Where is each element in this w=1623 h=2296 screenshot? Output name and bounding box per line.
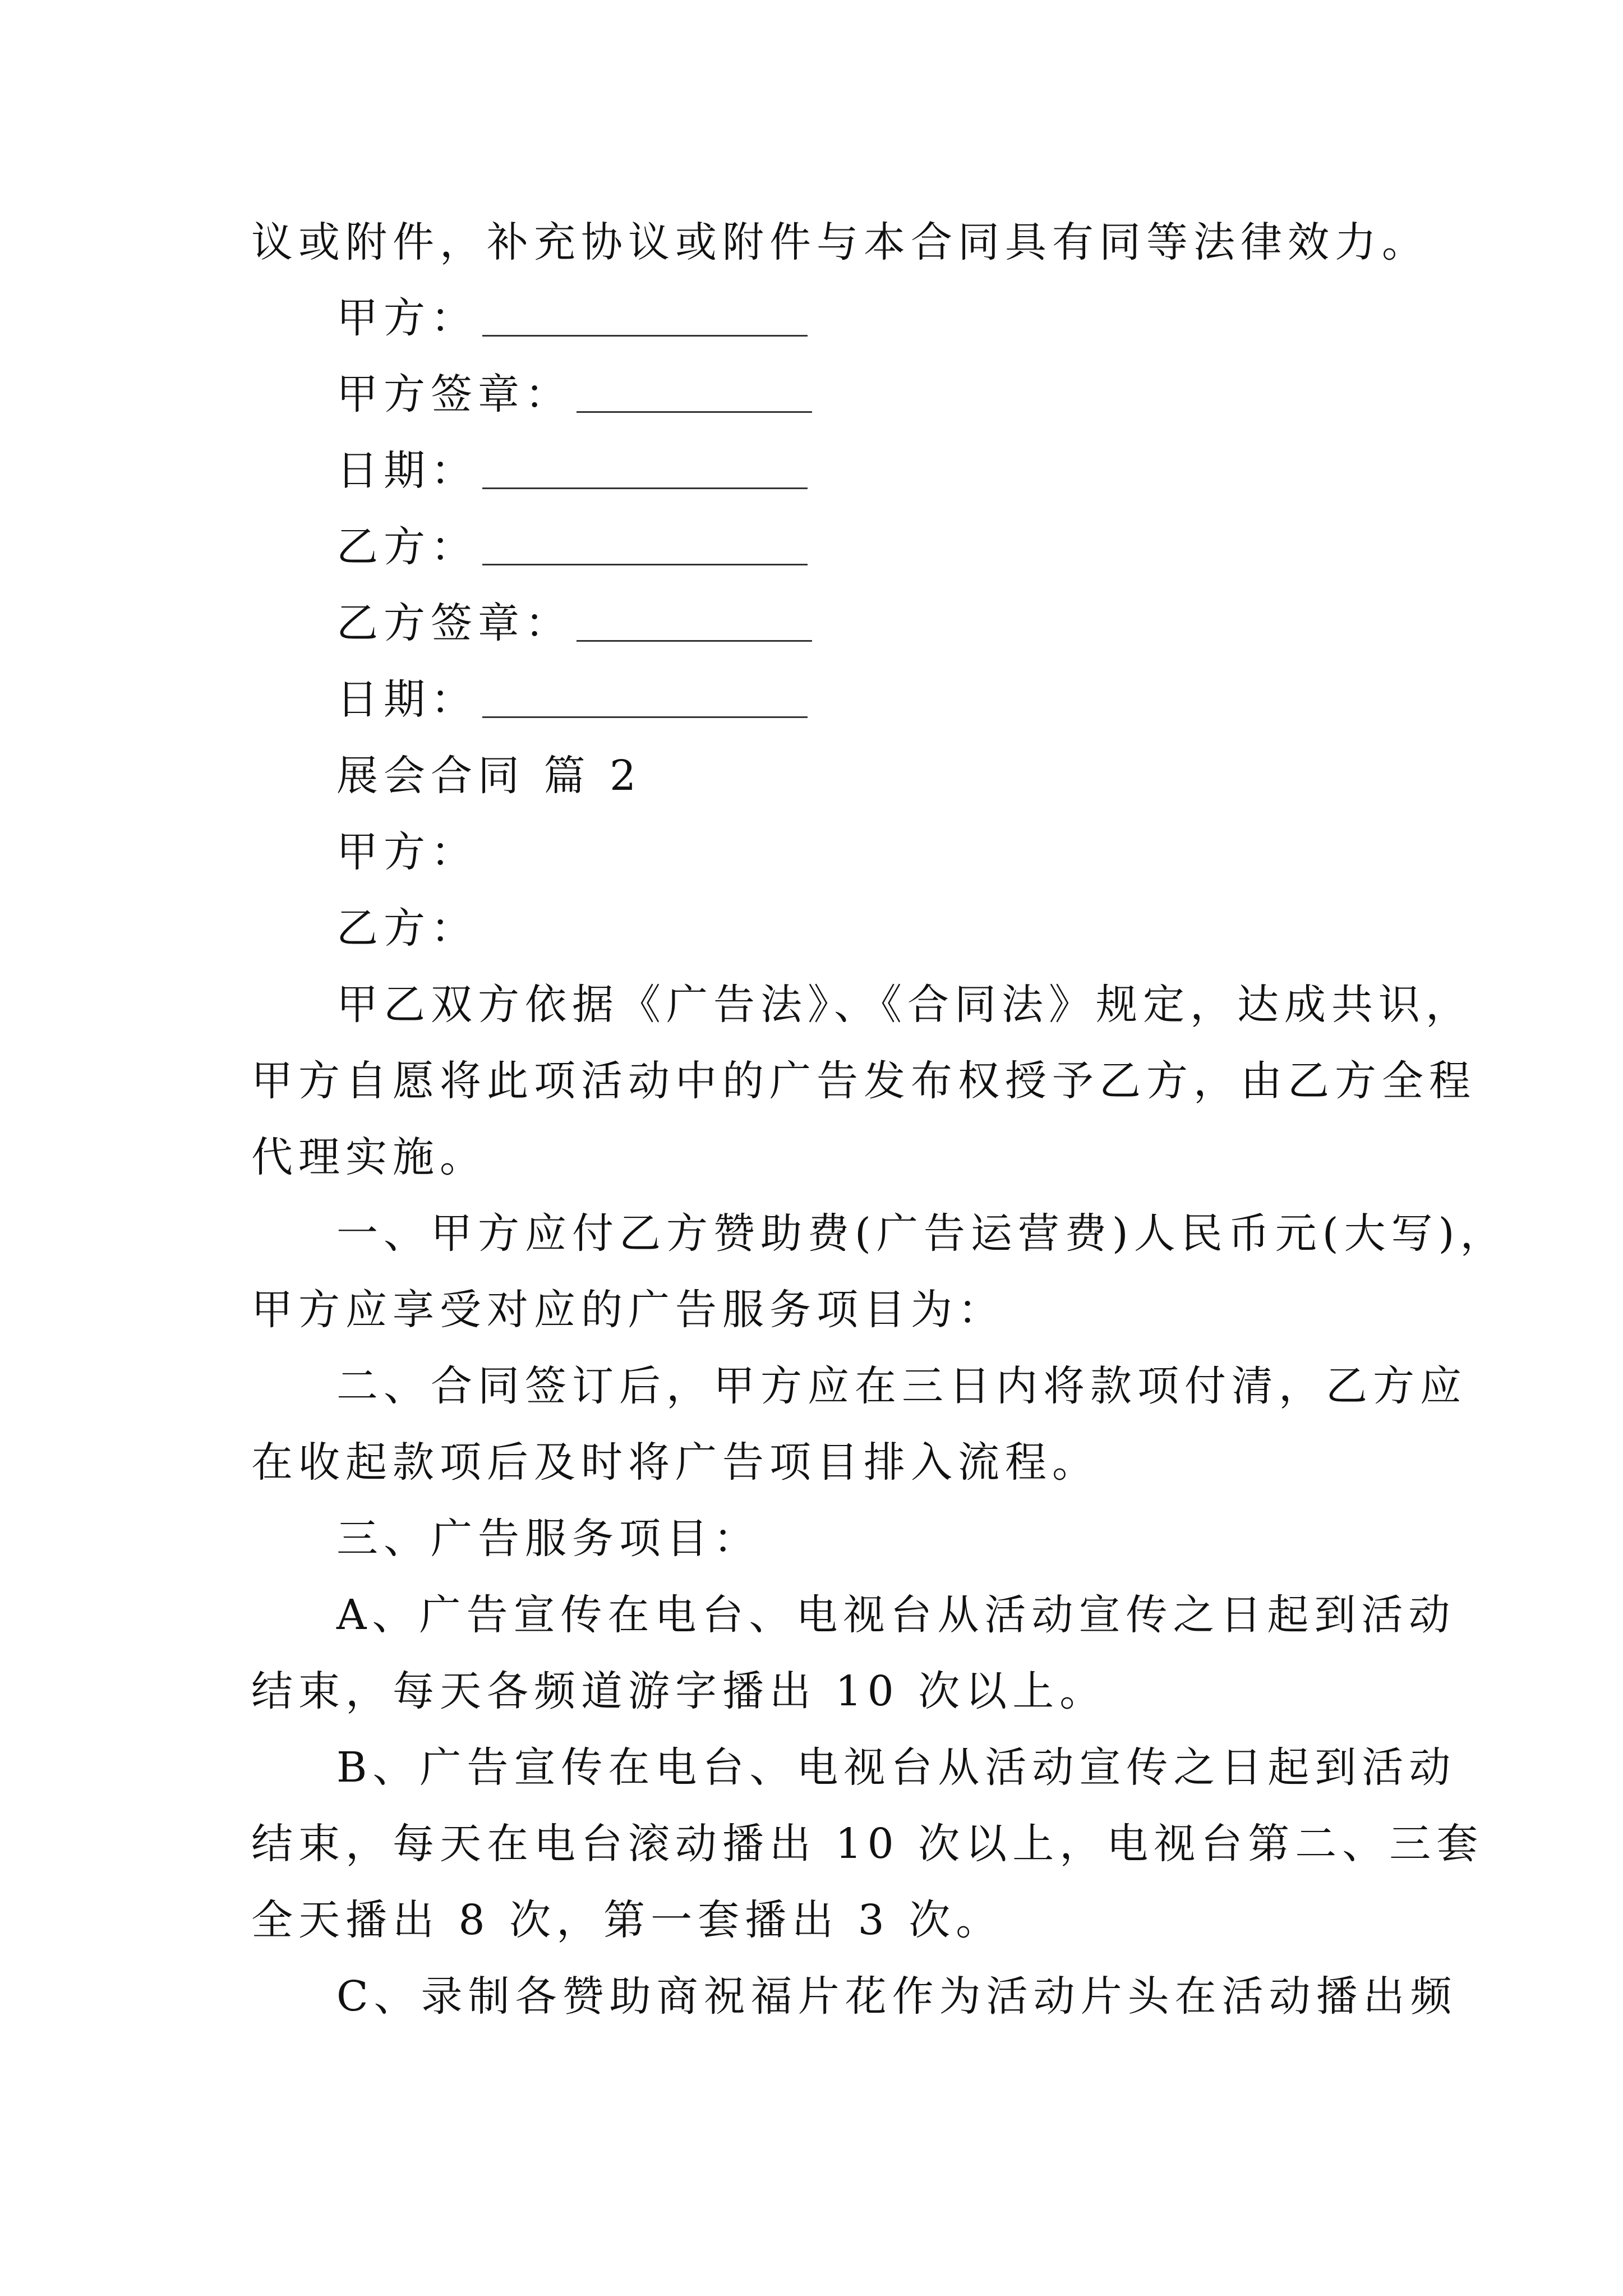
intro-continuation: 议或附件，补充协议或附件与本合同具有同等法律效力。 — [251, 218, 1429, 266]
signature-row-party-b-seal — [336, 599, 812, 647]
paragraph-line: 结束，每天在电台滚动播出 10 次以上，电视台第二、三套 — [251, 1820, 1484, 1868]
paragraph-line: 甲方自愿将此项活动中的广告发布权授予乙方，由乙方全程 — [251, 1057, 1476, 1105]
signature-row-party-b — [336, 523, 808, 571]
paragraph-line: B、广告宣传在电台、电视台从活动宣传之日起到活动 — [336, 1743, 1456, 1792]
signature-blank[interactable] — [577, 411, 812, 413]
paragraph-line: 甲方应享受对应的广告服务项目为： — [251, 1286, 1005, 1334]
party-a-label: 甲方： — [336, 828, 478, 876]
signature-label: 甲方： — [336, 294, 478, 342]
paragraph-line: 二、合同签订后，甲方应在三日内将款项付清，乙方应 — [336, 1362, 1467, 1410]
signature-row-party-a-seal — [336, 370, 812, 418]
paragraph-line: 在收起款项后及时将广告项目排入流程。 — [251, 1438, 1099, 1487]
signature-blank[interactable] — [577, 640, 812, 642]
signature-blank[interactable] — [482, 716, 808, 718]
paragraph-line: 代理实施。 — [251, 1133, 487, 1181]
paragraph-line: 全天播出 8 次，第一套播出 3 次。 — [251, 1896, 1003, 1944]
signature-label: 乙方签章： — [336, 599, 572, 647]
paragraph-line: A、广告宣传在电台、电视台从活动宣传之日起到活动 — [336, 1591, 1456, 1639]
signature-row-party-b-date — [336, 675, 808, 724]
signature-blank[interactable] — [482, 335, 808, 337]
paragraph-line: C、录制各赞助商祝福片花作为活动片头在活动播出频 — [336, 1972, 1458, 2021]
paragraph-line: 结束，每天各频道游字播出 10 次以上。 — [251, 1667, 1107, 1715]
signature-blank[interactable] — [482, 487, 808, 489]
signature-label: 甲方签章： — [336, 370, 572, 418]
signature-label: 乙方： — [336, 523, 478, 571]
signature-label: 日期： — [336, 447, 478, 495]
paragraph-line: 甲乙双方依据《广告法》、《合同法》规定，达成共识， — [336, 981, 1473, 1029]
signature-row-party-a — [336, 294, 808, 342]
paragraph-line: 三、广告服务项目： — [336, 1515, 760, 1563]
section-heading: 展会合同 篇 2 — [336, 752, 642, 800]
signature-label: 日期： — [336, 675, 478, 724]
party-b-label: 乙方： — [336, 904, 478, 953]
signature-blank[interactable] — [482, 564, 808, 565]
paragraph-line: 一、甲方应付乙方赞助费(广告运营费)人民币元(大写)， — [336, 1209, 1507, 1258]
signature-row-party-a-date — [336, 447, 808, 495]
